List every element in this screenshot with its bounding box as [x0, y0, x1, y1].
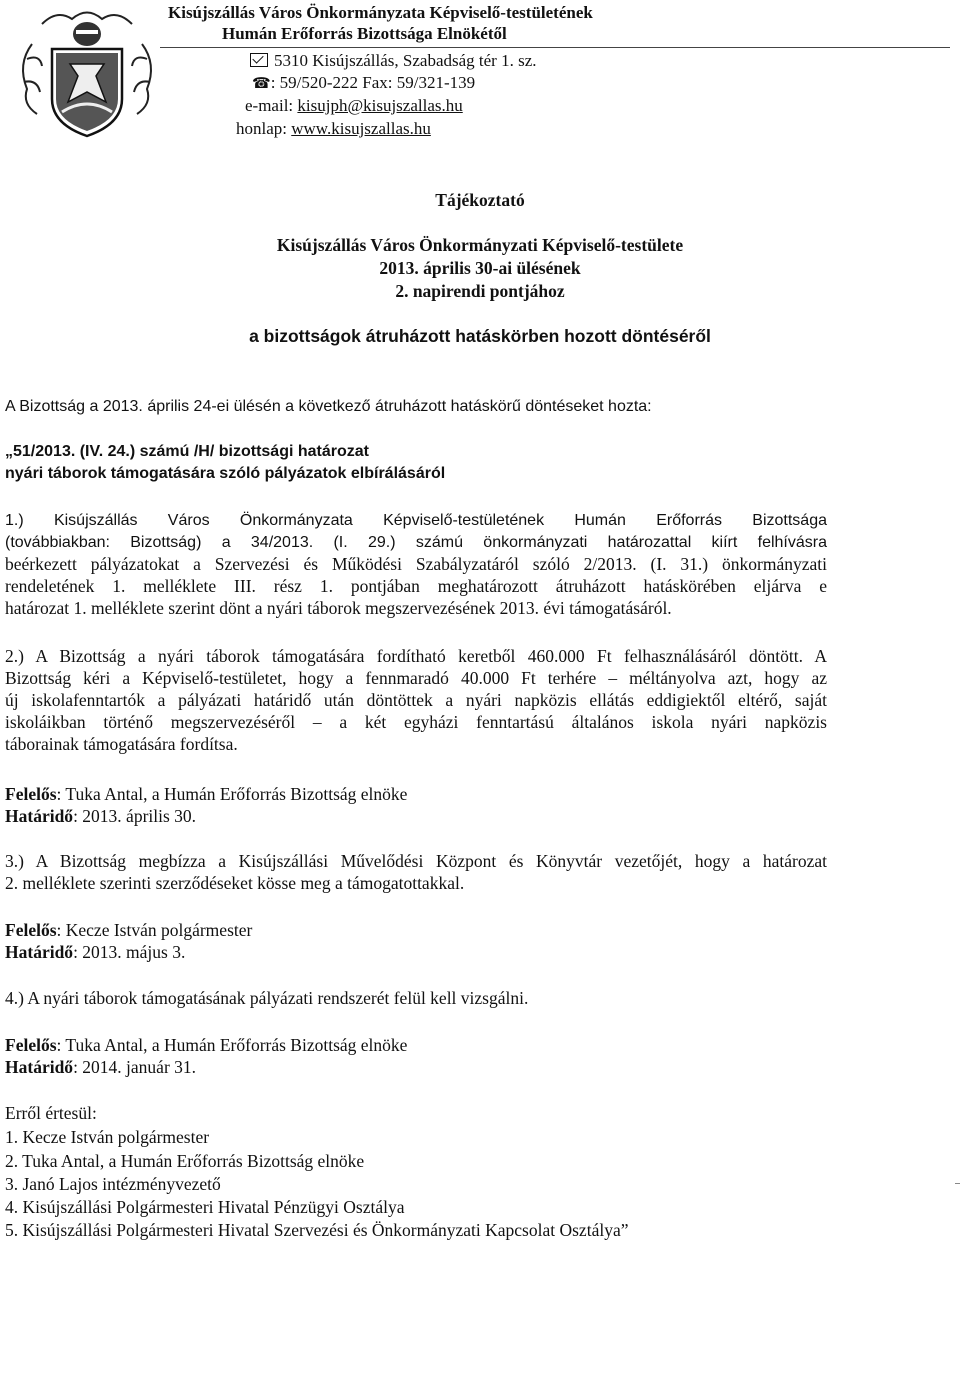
deadline-label: Határidő: [5, 1057, 74, 1077]
margin-mark: [955, 1183, 960, 1184]
deadline-1: [5, 806, 827, 827]
responsible-3: [5, 1035, 827, 1056]
letterhead-address-line: [250, 51, 537, 71]
resolution-title-1: „51/2013. (IV. 24.) számú /H/ bizottsági határozat: [5, 443, 369, 460]
letterhead-email-line: [245, 96, 463, 116]
deadline-value: : 2014. január 31.: [73, 1057, 197, 1077]
responsible-2: [5, 920, 827, 941]
notify-list-item: 3. Janó Lajos intézményvezető: [5, 1174, 221, 1194]
responsible-value: : Kecze István polgármester: [56, 920, 253, 940]
letterhead-org: Kisújszállás Város Önkormányzata Képviselő-testületének: [168, 3, 593, 22]
deadline-3: [5, 1057, 827, 1078]
responsible-value: : Tuka Antal, a Humán Erőforrás Bizottság elnöke: [56, 784, 408, 804]
para3-line: 2. melléklete szerinti szerződéseket kösse meg a támogatottakkal.: [5, 873, 465, 893]
heading-line-4: a bizottságok átruházott hatáskörben hozott döntéséről: [249, 326, 711, 346]
deadline-label: Határidő: [5, 942, 74, 962]
letterhead-phone-line: [252, 73, 475, 93]
para2-line: új iskolafenntartók a pályázati határidő után döntöttek a nyári napközis ellátás eddigiektől eltérő, saját: [5, 690, 827, 710]
envelope-icon: [250, 53, 268, 67]
para3-line: 3.) A Bizottság megbízza a Kisújszállási Művelődési Központ és Könyvtár vezetőjét, hogy a határozat: [5, 851, 827, 871]
web-link[interactable]: www.kisujszallas.hu: [291, 119, 431, 138]
notify-list-item: 5. Kisújszállási Polgármesteri Hivatal Szervezési és Önkormányzati Kapcsolat Osztálya”: [5, 1220, 629, 1240]
para4-text: 4.) A nyári táborok támogatásának pályázati rendszerét felül kell vizsgálni.: [5, 988, 529, 1008]
web-label: honlap:: [236, 119, 287, 138]
document-title: Tájékoztató: [435, 190, 525, 210]
notify-list-item: 1. Kecze István polgármester: [5, 1127, 210, 1147]
intro-text: A Bizottság a 2013. április 24-ei ülésén a következő átruházott hatáskörű döntéseket hozta:: [5, 398, 652, 415]
responsible-label: Felelős: [5, 784, 57, 804]
notify-title: Erről értesül:: [5, 1103, 97, 1123]
para1-line: 1.) Kisújszállás Város Önkormányzata Képviselő-testületének Humán Erőforrás Bizottsága: [5, 512, 827, 529]
responsible-label: Felelős: [5, 1035, 57, 1055]
deadline-label: Határidő: [5, 806, 74, 826]
para1-line: rendeletének 1. melléklete III. rész 1. pontjában meghatározott átruházott hatáskörében eljárva e: [5, 576, 827, 596]
letterhead-address: 5310 Kisújszállás, Szabadság tér 1. sz.: [274, 51, 537, 70]
para2-line: iskoláikban történő megszervezéséről – a két egyházi fenntartású általános iskola nyári napközis: [5, 712, 827, 732]
telephone-icon: ☎: [252, 76, 271, 92]
responsible-label: Felelős: [5, 920, 57, 940]
para1-line: határozat 1. melléklete szerint dönt a nyári táborok megszervezésének 2013. évi támogatásáról.: [5, 598, 672, 618]
email-label: e-mail:: [245, 96, 294, 115]
email-link[interactable]: kisujph@kisujszallas.hu: [297, 96, 463, 115]
para2-line: táborainak támogatására fordítsa.: [5, 734, 238, 754]
resolution-title-2: nyári táborok támogatására szóló pályázatok elbírálásáról: [5, 465, 446, 482]
letterhead-web-line: [236, 119, 431, 139]
para2-line: Bizottság kéri a Képviselő-testületet, hogy a fennmaradó 40.000 Ft terhére – méltányolva azt, hogy az: [5, 668, 827, 688]
responsible-1: [5, 784, 827, 805]
deadline-value: : 2013. május 3.: [73, 942, 186, 962]
heading-line-3: 2. napirendi pontjához: [395, 281, 565, 301]
letterhead-committee: Humán Erőforrás Bizottsága Elnökétől: [222, 24, 507, 43]
responsible-value: : Tuka Antal, a Humán Erőforrás Bizottság elnöke: [56, 1035, 408, 1055]
heading-line-2: 2013. április 30-ai ülésének: [379, 258, 581, 278]
para1-line: (továbbiakban: Bizottság) a 34/2013. (I. 29.) számú önkormányzati határozattal kiírt felhívásra: [5, 534, 827, 551]
notify-list-item: 4. Kisújszállási Polgármesteri Hivatal Pénzügyi Osztálya: [5, 1197, 405, 1217]
letterhead-phone: : 59/520-222 Fax: 59/321-139: [270, 73, 476, 92]
notify-list-item: 2. Tuka Antal, a Humán Erőforrás Bizottság elnöke: [5, 1151, 365, 1171]
letterhead-rule: [160, 47, 950, 48]
para1-line: beérkezett pályázatokat a Szervezési és Működési Szabályzatáról szóló 2/2013. (I. 31.) önkormányzati: [5, 554, 827, 574]
heading-line-1: Kisújszállás Város Önkormányzati Képviselő-testülete: [276, 235, 684, 255]
deadline-value: : 2013. április 30.: [73, 806, 197, 826]
para2-line: 2.) A Bizottság a nyári táborok támogatására fordítható keretből 460.000 Ft felhasználásáról döntött. A: [5, 646, 827, 666]
city-coat-of-arms-logo: [12, 4, 162, 139]
deadline-2: [5, 942, 827, 963]
